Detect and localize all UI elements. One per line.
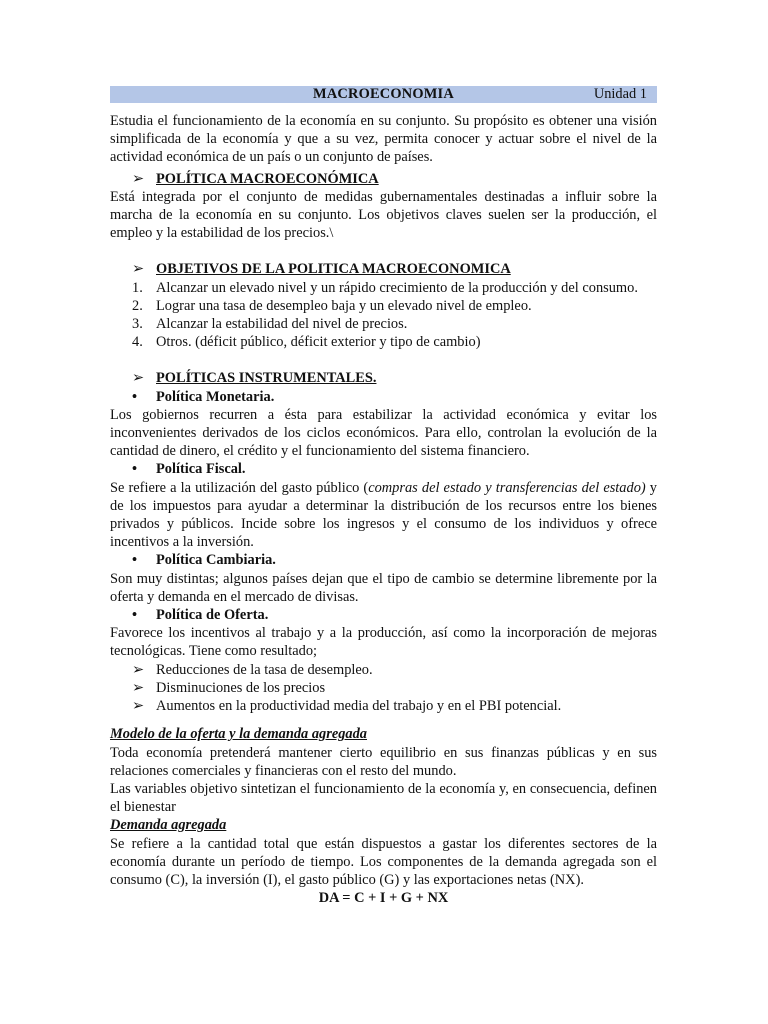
bullet-title: Política Fiscal. xyxy=(156,461,246,478)
heading-modelo: Modelo de la oferta y la demanda agregada xyxy=(110,726,368,743)
list-item-text: Alcanzar la estabilidad del nivel de precios. xyxy=(156,316,408,333)
modelo-paragraph-2: Las variables objetivo sintetizan el funcionamiento de la economía y, en consecuencia, definen el bienestar xyxy=(110,780,657,816)
bullet-politica-fiscal xyxy=(110,460,657,478)
fiscal-text-a: Se refiere a la utilización del gasto público ( xyxy=(110,479,369,496)
demanda-paragraph: Se refiere a la cantidad total que están dispuestos a gastar los diferentes sectores de la economía durante un período de tiempo. Los componentes de la demanda agregada son el consumo (C), la inversión (I), el gasto público (G) y las exportaciones netas (NX). xyxy=(110,835,657,888)
arrow-bullet-icon: ➢ xyxy=(132,698,145,715)
list-item xyxy=(110,697,657,715)
objetivos-list xyxy=(110,279,657,352)
bullet-dot-icon: • xyxy=(132,552,138,569)
document-body xyxy=(110,86,657,907)
list-item-text: Disminuciones de los precios xyxy=(156,679,326,696)
bullet-politica-oferta xyxy=(110,606,657,624)
heading-text: POLÍTICA MACROECONÓMICA xyxy=(156,170,379,187)
bullet-politica-monetaria xyxy=(110,388,657,406)
bullet-title: Política de Oferta. xyxy=(156,607,269,624)
list-number: 3. xyxy=(132,316,143,333)
list-item xyxy=(110,297,657,315)
oferta-paragraph: Favorece los incentivos al trabajo y a la producción, así como la incorporación de mejoras tecnológicas. Tiene como resultado; xyxy=(110,625,657,660)
arrow-bullet-icon: ➢ xyxy=(132,661,145,678)
list-number: 4. xyxy=(132,334,143,351)
demanda-formula: DA = C + I + G + NX xyxy=(318,890,449,907)
arrow-bullet-icon: ➢ xyxy=(132,170,145,187)
heading-politicas-instrumentales xyxy=(110,369,657,387)
arrow-bullet-icon: ➢ xyxy=(132,679,145,696)
bullet-title: Política Cambiaria. xyxy=(156,552,276,569)
list-item xyxy=(110,333,657,351)
fiscal-paragraph xyxy=(110,479,657,552)
list-item xyxy=(110,315,657,333)
cambiaria-paragraph: Son muy distintas; algunos países dejan que el tipo de cambio se determine libremente por la oferta y demanda en el mercado de divisas. xyxy=(110,570,657,605)
fiscal-text-italic: compras del estado y transferencias del estado) xyxy=(368,479,646,496)
bullet-dot-icon: • xyxy=(132,388,138,405)
heading-text: POLÍTICAS INSTRUMENTALES. xyxy=(156,370,377,387)
fiscal-text-b: y de los impuestos para ayudar a determinar la distribución de los recursos entre los bienes privados y públicos. Incide sobre los ingresos y el consumo de los individuos y ofrece incentivos a la inversión. xyxy=(110,479,657,551)
intro-paragraph: Estudia el funcionamiento de la economía en su conjunto. Su propósito es obtener una visión simplificada de la economía y que a su vez, permita conocer y actuar sobre el nivel de la actividad económica de un país o un conjunto de países. xyxy=(110,113,657,166)
list-item-text: Lograr una tasa de desempleo baja y un elevado nivel de empleo. xyxy=(156,297,532,314)
list-item xyxy=(110,679,657,697)
bullet-title: Política Monetaria. xyxy=(156,388,275,405)
heading-objetivos xyxy=(110,260,657,278)
list-item-text: Reducciones de la tasa de desempleo. xyxy=(156,661,373,678)
list-number: 2. xyxy=(132,297,143,314)
list-item-text: Otros. (déficit público, déficit exterior y tipo de cambio) xyxy=(156,334,481,351)
heading-politica-macroeconomica xyxy=(110,170,657,188)
list-item xyxy=(110,279,657,297)
list-number: 1. xyxy=(132,279,143,296)
monetaria-paragraph: Los gobiernos recurren a ésta para estabilizar la actividad económica y evitar los inconvenientes derivados de los ciclos económicos. Para ello, controlan la evolución de la cantidad de dinero, el crédito y el funcionamiento del sistema financiero. xyxy=(110,406,657,460)
arrow-bullet-icon: ➢ xyxy=(132,370,145,387)
modelo-paragraph-1: Toda economía pretenderá mantener cierto equilibrio en sus finanzas públicas y en sus relaciones comerciales y financieras con el resto del mundo. xyxy=(110,744,657,779)
title-band xyxy=(110,86,657,103)
heading-text: OBJETIVOS DE LA POLITICA MACROECONOMICA xyxy=(156,261,511,278)
list-item-text: Aumentos en la productividad media del trabajo y en el PBI potencial. xyxy=(156,698,562,715)
heading-demanda-agregada: Demanda agregada xyxy=(110,817,227,834)
bullet-dot-icon: • xyxy=(132,461,138,478)
list-item-text: Alcanzar un elevado nivel y un rápido crecimiento de la producción y del consumo. xyxy=(156,279,638,296)
list-item xyxy=(110,661,657,679)
arrow-bullet-icon: ➢ xyxy=(132,261,145,278)
politica-macro-paragraph: Está integrada por el conjunto de medidas gubernamentales destinadas a influir sobre la marcha de la economía en su conjunto. Los objetivos claves suelen ser la producción, el empleo y la estabilidad de los precios.\ xyxy=(110,188,657,242)
unit-label: Unidad 1 xyxy=(593,86,647,102)
bullet-dot-icon: • xyxy=(132,607,138,624)
document-title: MACROECONOMIA xyxy=(313,86,454,102)
bullet-politica-cambiaria xyxy=(110,551,657,569)
